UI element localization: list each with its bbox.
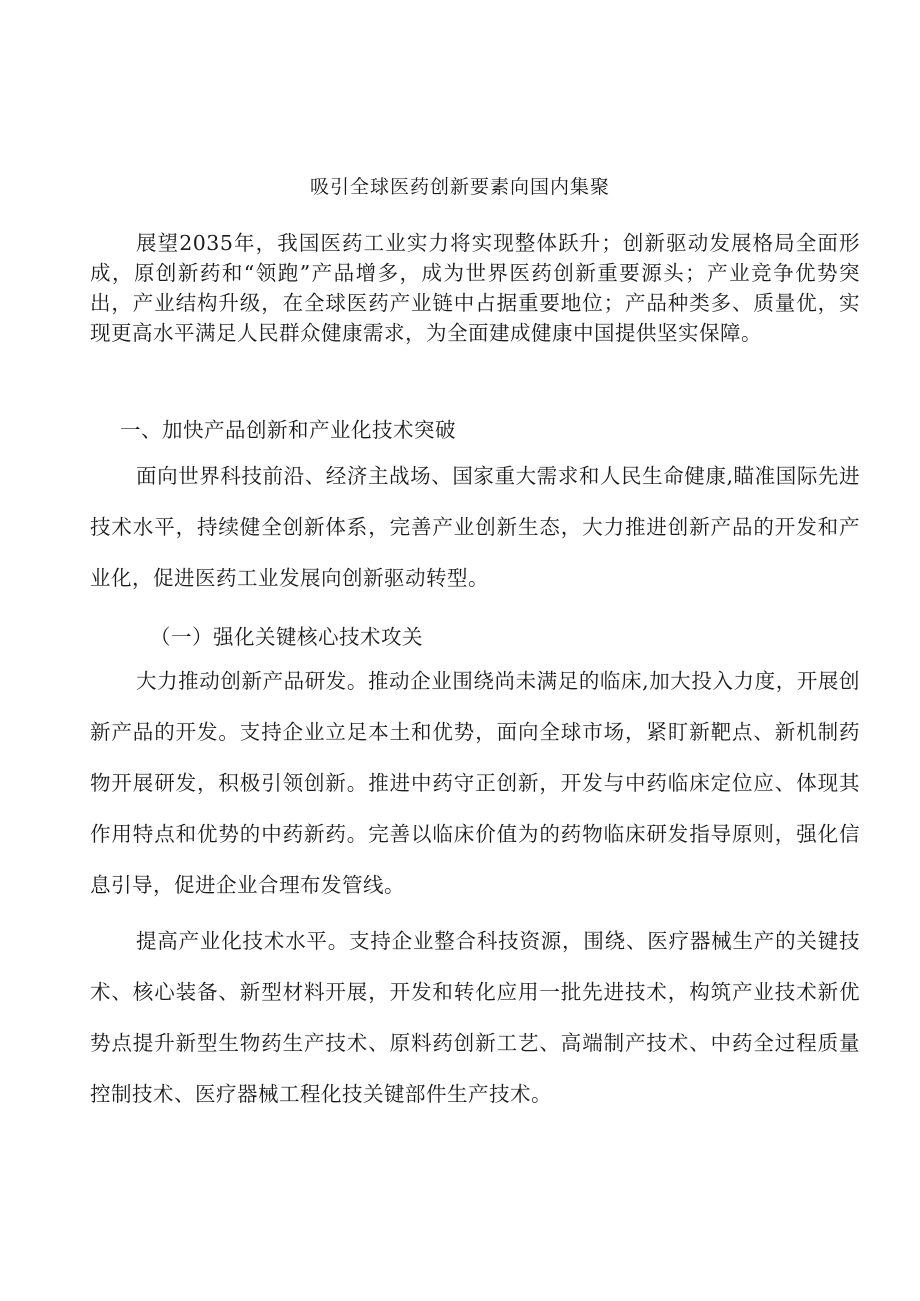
document-title: 吸引全球医药创新要素向国内集聚 (309, 176, 610, 198)
section-paragraph: 面向世界科技前沿、经济主战场、国家重大需求和人民生命健康,瞄准国际先进技术水平，持续健全创新体系，完善产业创新生态，大力推进创新产品的开发和产业化，促进医药工业发展向创新驱动转型。 (90, 464, 860, 590)
subsection-paragraph-1: 大力推动创新产品研发。推动企业围绕尚未满足的临床,加大投入力度，开展创新产品的开发。支持企业立足本土和优势，面向全球市场，紧盯新靶点、新机制药物开展研发，积极引领创新。推进中药守正创新，开发与中药临床定位应、体现其作用特点和优势的中药新药。完善以临床价值为的药物临床研发指导原则，强化信息引导，促进企业合理布发管线。 (90, 669, 860, 897)
intro-paragraph: 展望2035年，我国医药工业实力将实现整体跃升；创新驱动发展格局全面形成，原创新药和“领跑”产品增多，成为世界医药创新重要源头；产业竞争优势突出，产业结构升级，在全球医药产业链中占据重要地位；产品种类多、质量优，实现更高水平满足人民群众健康需求，为全面建成健康中国提供坚实保障。 (90, 231, 860, 345)
subsection-heading: （一）强化关键核心技术攻关 (150, 625, 423, 649)
subsection-paragraph-2: 提高产业化技术水平。支持企业整合科技资源，围绕、医疗器械生产的关键技术、核心装备、新型材料开展，开发和转化应用一批先进技术，构筑产业技术新优势点提升新型生物药生产技术、原料药创新工艺、高端制产技术、中药全过程质量控制技术、医疗器械工程化技关键部件生产技术。 (90, 929, 860, 1106)
section-heading: 一、加快产品创新和产业化技术突破 (120, 418, 456, 442)
